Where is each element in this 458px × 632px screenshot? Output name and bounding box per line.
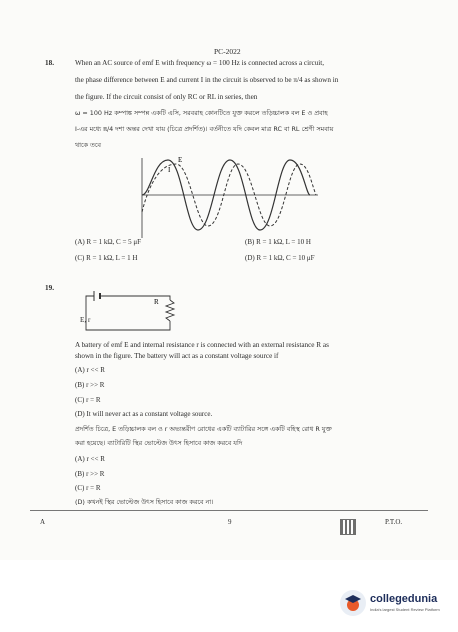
brand-name: collegedunia	[370, 593, 438, 605]
battery-label: E, r	[80, 316, 91, 324]
graduate-cap-icon	[340, 590, 366, 616]
graduate-icon	[340, 590, 366, 616]
footer-pto: P.T.O.	[385, 518, 403, 526]
q19-bn-option-c: (C) r = R	[75, 484, 101, 492]
q19-line-2: shown in the figure. The battery will act as a constant voltage source if	[75, 352, 279, 360]
qr-code-icon	[340, 519, 356, 535]
q18-option-a: (A) R = 1 kΩ, C = 5 μF	[75, 238, 142, 246]
q18-bengali-1: ω = 100 Hz কম্পাঙ্ক সম্পন্ন একটি এসি, সরবরাহ কোনটিতে যুক্ত করলে তড়িচ্চালক বল E ও প্রবাহ	[75, 109, 328, 117]
top-wire	[102, 296, 170, 300]
q19-number: 19.	[45, 284, 54, 292]
q19-bn-option-b: (B) r >> R	[75, 470, 105, 478]
q18-number: 18.	[45, 59, 54, 67]
q18-line-3: the figure. If the circuit consist of only RC or RL in series, then	[75, 93, 258, 101]
resistor-symbol	[166, 300, 174, 321]
q18-bengali-2: I-এর মধ্যে π/4 দশা অন্তর দেখা যায় (চিত্রে প্রদর্শিত)। বর্তনীতে যদি কেবল মাত্র RC বা RL শ্রেণী সমবায়	[75, 125, 334, 133]
q18-line-2: the phase difference between E and current I in the circuit is observed to be π/4 as shown in	[75, 76, 339, 84]
brand-tagline: India's largest Student Review Platform	[370, 607, 440, 612]
resistor-label: R	[154, 298, 159, 306]
current-label: I	[168, 166, 171, 174]
collegedunia-logo	[340, 588, 452, 620]
q19-option-a: (A) r << R	[75, 366, 105, 374]
q19-bn-option-d: (D) কখনই স্থির ভোল্টেজ উৎস হিসাবে কাজ করবে না।	[75, 498, 214, 506]
footer-booklet-code: A	[40, 518, 46, 526]
q18-option-b: (B) R = 1 kΩ, L = 10 H	[245, 238, 311, 246]
q18-option-d: (D) R = 1 kΩ, C = 10 μF	[245, 254, 315, 262]
q18-option-c: (C) R = 1 kΩ, L = 1 H	[75, 254, 138, 262]
q19-option-c: (C) r = R	[75, 396, 101, 404]
q19-bengali-1: প্রদর্শিত চিত্রে, E তড়িচ্চালক বল ও r অভ্যন্তরীণ রোধের একটি ব্যাটারির সঙ্গে একটি বহিস্থ রোধ R যুক্ত	[75, 425, 332, 433]
q19-option-b: (B) r >> R	[75, 381, 105, 389]
paper-code: PC-2022	[214, 47, 241, 56]
footer-page-number: 9	[228, 518, 232, 526]
q19-option-d: (D) It will never act as a constant voltage source.	[75, 410, 213, 418]
q18-line-1: When an AC source of emf E with frequency ω = 100 Hz is connected across a circuit,	[75, 59, 325, 67]
footer-divider	[30, 510, 428, 511]
q18-bengali-3: থাকে তবে	[75, 141, 101, 149]
q18-waveform-figure	[140, 150, 320, 240]
q19-circuit-figure	[72, 290, 192, 336]
q19-line-1: A battery of emf E and internal resistance r is connected with an external resistance R as	[75, 341, 329, 349]
q19-bengali-2: করা হয়েছে। ব্যাটারিটি স্থির ভোল্টেজ উৎস হিসাবে কাজ করবে যদি	[75, 439, 243, 447]
emf-label: E	[178, 156, 183, 164]
q19-bn-option-a: (A) r << R	[75, 455, 105, 463]
